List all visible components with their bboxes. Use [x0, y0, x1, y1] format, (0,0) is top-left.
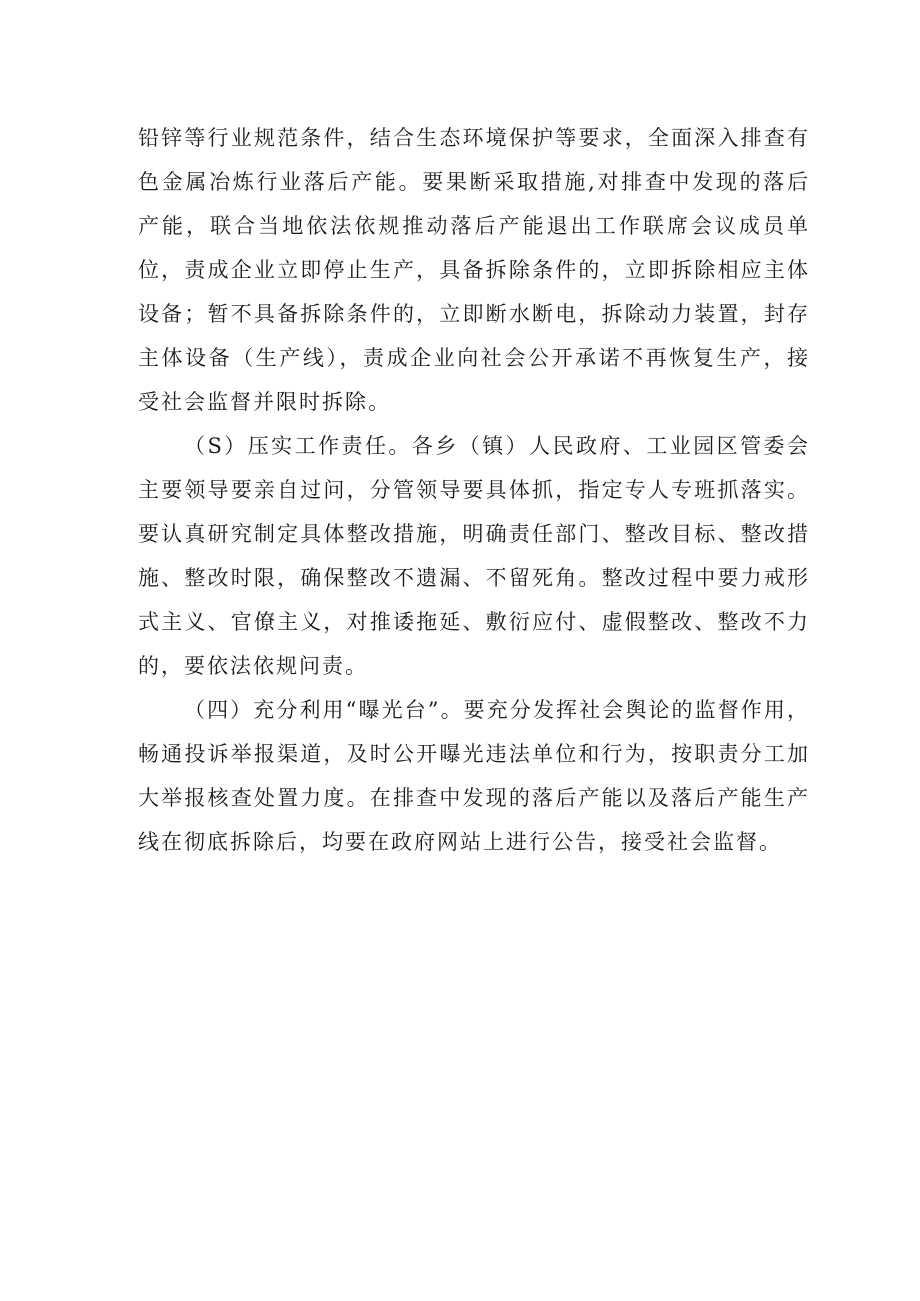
paragraph-exposure-platform: （四）充分利用“曝光台”。要充分发挥社会舆论的监督作用，畅通投诉举报渠道，及时公开曝光违法单位和行为，按职责分工加大举报核查处置力度。在排查中发现的落后产能以及落后产能生产线在彻底拆除后，均要在政府网站上进行公告，接受社会监督。	[138, 698, 810, 854]
document-body	[138, 116, 810, 864]
paragraph-work-responsibility: （S）压实工作责任。各乡（镇）人民政府、工业园区管委会主要领导要亲自过问，分管领导要具体抓，指定专人专班抓落实。要认真研究制定具体整改措施，明确责任部门、整改目标、整改措施、整改时限，确保整改不遗漏、不留死角。整改过程中要力戒形式主义、官僚主义，对推诿拖延、敷衍应付、虚假整改、整改不力的，要依法依规问责。	[138, 434, 810, 678]
paragraph-continued: 铅锌等行业规范条件，结合生态环境保护等要求，全面深入排查有色金属冶炼行业落后产能。要果断采取措施,对排查中发现的落后产能，联合当地依法依规推动落后产能退出工作联席会议成员单位，责成企业立即停止生产，具备拆除条件的，立即拆除相应主体设备；暂不具备拆除条件的，立即断水断电，拆除动力装置，封存主体设备（生产线），责成企业向社会公开承诺不再恢复生产，接受社会监督并限时拆除。	[138, 126, 810, 414]
